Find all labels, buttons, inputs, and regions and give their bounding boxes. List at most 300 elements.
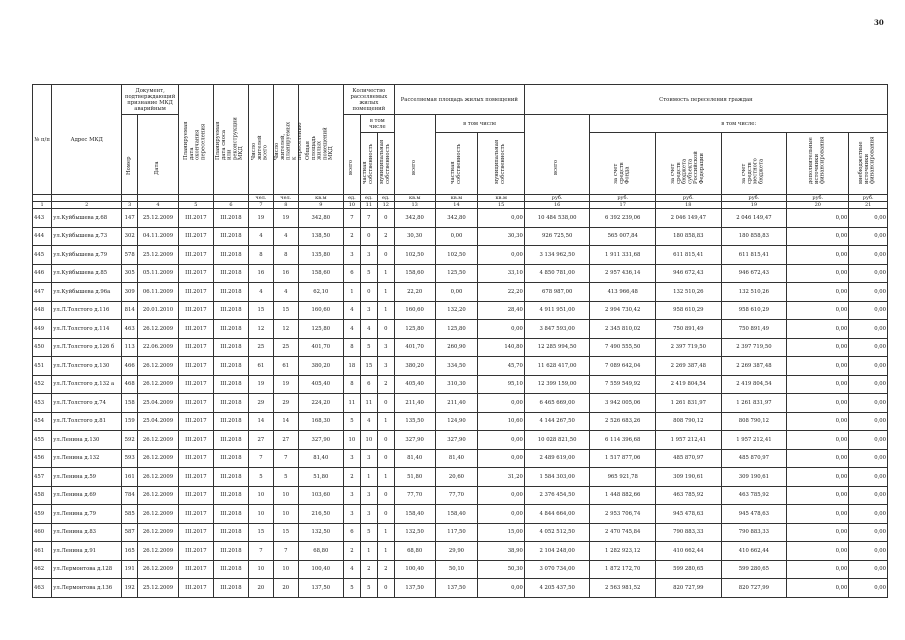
table-cell: 3	[343, 505, 360, 524]
unit-cell: руб.	[656, 195, 722, 202]
table-cell: ул.Л.Толстого д.130	[52, 357, 122, 376]
table-cell: 16	[273, 264, 298, 283]
table-cell: 159	[122, 412, 138, 431]
table-cell: 3	[343, 246, 360, 265]
table-cell: 5	[360, 523, 377, 542]
table-cell: 7	[360, 209, 377, 228]
table-cell: 26.12.2009	[138, 375, 179, 394]
table-cell: 1 957 212,41	[656, 431, 722, 450]
unit-cell: ед.	[343, 195, 360, 202]
table-cell: 30,30	[478, 227, 524, 246]
table-cell: 599 280,65	[656, 560, 722, 579]
column-number-cell: 2	[52, 202, 122, 209]
table-cell: 10	[248, 486, 273, 505]
column-number-cell: 14	[435, 202, 478, 209]
table-cell: ул.Куйбышева д.85	[52, 264, 122, 283]
table-cell: III.2017	[178, 283, 213, 302]
table-cell: 3	[377, 338, 394, 357]
unit-cell: ед.	[377, 195, 394, 202]
table-row	[33, 449, 888, 468]
table-cell: 8	[273, 246, 298, 265]
table-cell: 3	[343, 486, 360, 505]
header-area-municipal: муниципальная собственность	[478, 133, 524, 195]
table-cell: 25.12.2009	[138, 209, 179, 228]
table-cell: 0,00	[849, 560, 888, 579]
unit-cell	[122, 195, 138, 202]
table-cell: III.2017	[178, 412, 213, 431]
table-row	[33, 375, 888, 394]
table-cell: 15	[273, 301, 298, 320]
table-cell: 0,00	[787, 357, 849, 376]
table-cell: 2	[377, 560, 394, 579]
table-cell: 2 269 387,48	[721, 357, 787, 376]
table-cell: III.2017	[178, 246, 213, 265]
table-cell: 103,60	[298, 486, 343, 505]
table-cell: 10	[343, 431, 360, 450]
table-cell: 62,10	[298, 283, 343, 302]
table-cell: 410 662,44	[721, 542, 787, 561]
table-cell: 0,00	[787, 227, 849, 246]
resettlement-table	[32, 84, 888, 598]
table-cell: 132,50	[394, 523, 435, 542]
table-cell: 68,80	[394, 542, 435, 561]
table-cell: ул.Ленина д.83	[52, 523, 122, 542]
table-cell: 45,70	[478, 357, 524, 376]
table-cell: 4	[343, 320, 360, 339]
table-cell: 444	[33, 227, 52, 246]
unit-cell: руб.	[849, 195, 888, 202]
table-cell: 0,00	[849, 227, 888, 246]
table-cell: ул.Ленина д.59	[52, 468, 122, 487]
table-cell: III.2017	[178, 431, 213, 450]
table-cell: 10	[248, 505, 273, 524]
header-doc-group: Документ, подтверждающий признание МКД аварийным	[122, 85, 179, 115]
unit-cell: чел.	[273, 195, 298, 202]
unit-cell	[52, 195, 122, 202]
table-cell: 0,00	[849, 468, 888, 487]
table-cell: 958 610,29	[656, 301, 722, 320]
table-cell: 452	[33, 375, 52, 394]
table-cell: 463 785,92	[721, 486, 787, 505]
table-cell: 2 994 730,42	[590, 301, 656, 320]
table-cell: 2 957 436,14	[590, 264, 656, 283]
table-cell: 945 478,63	[721, 505, 787, 524]
table-cell: 1	[377, 283, 394, 302]
table-cell: 7 490 555,50	[590, 338, 656, 357]
table-cell: 138,50	[298, 227, 343, 246]
table-cell: 578	[122, 246, 138, 265]
table-cell: 1 282 923,12	[590, 542, 656, 561]
table-cell: III.2017	[178, 523, 213, 542]
table-cell: 113	[122, 338, 138, 357]
table-cell: 10	[248, 560, 273, 579]
table-cell: 192	[122, 579, 138, 598]
table-cell: 4	[273, 227, 298, 246]
table-cell: III.2017	[178, 209, 213, 228]
table-cell: 81,40	[298, 449, 343, 468]
table-cell: 26.12.2009	[138, 449, 179, 468]
column-number-cell: 4	[138, 202, 179, 209]
table-cell: 4 205 437,50	[524, 579, 590, 598]
table-cell: 22.06.2009	[138, 338, 179, 357]
table-cell: 0,00	[849, 357, 888, 376]
table-cell: 468	[122, 375, 138, 394]
column-number-cell: 9	[298, 202, 343, 209]
table-cell: 958 610,29	[721, 301, 787, 320]
table-cell: 102,50	[394, 246, 435, 265]
table-cell: 137,50	[298, 579, 343, 598]
table-cell: 77,70	[435, 486, 478, 505]
table-row	[33, 542, 888, 561]
table-cell: 7	[248, 449, 273, 468]
table-cell: 0,00	[849, 394, 888, 413]
table-cell: 117,50	[435, 523, 478, 542]
column-number-cell: 11	[360, 202, 377, 209]
table-cell: 458	[33, 486, 52, 505]
table-cell: 50,30	[478, 560, 524, 579]
table-cell: 965 921,78	[590, 468, 656, 487]
table-cell: 68,80	[298, 542, 343, 561]
table-cell: 7	[273, 449, 298, 468]
table-row	[33, 560, 888, 579]
table-cell: 132 510,26	[721, 283, 787, 302]
table-cell: III.2017	[178, 449, 213, 468]
table-cell: 302	[122, 227, 138, 246]
table-cell: 6 114 396,68	[590, 431, 656, 450]
table-cell: 102,50	[435, 246, 478, 265]
table-cell: 946 672,43	[721, 264, 787, 283]
table-cell: 20	[273, 579, 298, 598]
table-cell: 161	[122, 468, 138, 487]
table-cell: 3	[360, 449, 377, 468]
table-cell: 125,80	[394, 320, 435, 339]
table-cell: 137,50	[394, 579, 435, 598]
table-cell: 100,40	[394, 560, 435, 579]
header-residents-planned: Число жителей, планируемых к переселению	[273, 85, 298, 195]
table-cell: 15	[248, 301, 273, 320]
table-cell: 2 419 804,54	[721, 375, 787, 394]
table-cell: 10	[273, 560, 298, 579]
unit-cell	[213, 195, 248, 202]
column-number-cell: 12	[377, 202, 394, 209]
table-cell: 2 046 149,47	[721, 209, 787, 228]
table-cell: 8	[248, 246, 273, 265]
table-cell: 611 815,41	[721, 246, 787, 265]
table-cell: 77,70	[394, 486, 435, 505]
table-cell: 4 911 951,00	[524, 301, 590, 320]
column-number-cell: 7	[248, 202, 273, 209]
table-cell: 132 510,26	[656, 283, 722, 302]
table-cell: 61	[248, 357, 273, 376]
table-row	[33, 357, 888, 376]
table-row	[33, 320, 888, 339]
table-cell: 2 345 810,02	[590, 320, 656, 339]
table-cell: III.2018	[213, 468, 248, 487]
table-cell: 10	[273, 486, 298, 505]
table-cell: 1 517 877,06	[590, 449, 656, 468]
table-cell: 0,00	[478, 209, 524, 228]
table-cell: 26.12.2009	[138, 560, 179, 579]
table-cell: 5	[343, 412, 360, 431]
table-cell: 15	[360, 357, 377, 376]
header-residents-total: Число жителей всего	[248, 85, 273, 195]
table-cell: 158,60	[298, 264, 343, 283]
table-cell: 132,20	[435, 301, 478, 320]
table-cell: 0	[377, 320, 394, 339]
table-cell: 1 261 831,97	[721, 394, 787, 413]
table-cell: 0,00	[849, 412, 888, 431]
table-cell: 6	[343, 264, 360, 283]
table-cell: 0,00	[787, 338, 849, 357]
table-cell: 0,00	[435, 227, 478, 246]
table-cell: 0,00	[787, 542, 849, 561]
table-cell: 2 376 454,50	[524, 486, 590, 505]
header-num: № п/п	[33, 85, 52, 195]
table-cell: III.2017	[178, 560, 213, 579]
table-row	[33, 505, 888, 524]
table-cell: 784	[122, 486, 138, 505]
table-cell: 460	[33, 523, 52, 542]
table-cell: 405,40	[394, 375, 435, 394]
table-cell: 0	[377, 449, 394, 468]
table-cell: ул.Л.Толстого д.114	[52, 320, 122, 339]
table-cell: 2 046 149,47	[656, 209, 722, 228]
unit-cell: кв.м	[435, 195, 478, 202]
header-qty-municipal: муниципальная собственность	[377, 133, 394, 195]
table-cell: 790 883,33	[721, 523, 787, 542]
table-cell: 4 844 664,00	[524, 505, 590, 524]
table-cell: 3	[343, 449, 360, 468]
table-cell: 124,90	[435, 412, 478, 431]
table-cell: 2 397 719,50	[721, 338, 787, 357]
table-cell: III.2017	[178, 357, 213, 376]
table-cell: 466	[122, 357, 138, 376]
table-cell: 26.12.2009	[138, 431, 179, 450]
table-cell: 0,00	[849, 338, 888, 357]
table-cell: III.2018	[213, 227, 248, 246]
table-cell: 160,60	[394, 301, 435, 320]
table-cell: 4 850 781,00	[524, 264, 590, 283]
table-cell: 0,00	[849, 246, 888, 265]
table-cell: III.2018	[213, 301, 248, 320]
table-cell: 27	[273, 431, 298, 450]
table-cell: 342,80	[298, 209, 343, 228]
table-cell: 51,80	[394, 468, 435, 487]
table-cell: III.2018	[213, 246, 248, 265]
table-cell: 0	[377, 579, 394, 598]
table-cell: 2 104 248,00	[524, 542, 590, 561]
table-cell: 2	[343, 542, 360, 561]
table-cell: ул.Л.Толстого д.81	[52, 412, 122, 431]
table-cell: 585	[122, 505, 138, 524]
header-area-total: всего	[394, 115, 435, 195]
table-cell: 10,60	[478, 412, 524, 431]
table-row	[33, 283, 888, 302]
table-cell: 5	[343, 579, 360, 598]
table-cell: III.2018	[213, 357, 248, 376]
table-cell: III.2017	[178, 320, 213, 339]
header-doc-number: Номер	[122, 115, 138, 195]
table-cell: 0	[377, 486, 394, 505]
table-row	[33, 264, 888, 283]
header-cost-local: за счет средств местного бюджета	[721, 133, 787, 195]
table-cell: 410 662,44	[656, 542, 722, 561]
column-number-cell: 21	[849, 202, 888, 209]
table-cell: 6	[343, 523, 360, 542]
table-cell: 12	[248, 320, 273, 339]
table-cell: 0	[377, 209, 394, 228]
table-cell: 0,00	[787, 246, 849, 265]
table-cell: ул.Ленина д.69	[52, 486, 122, 505]
table-cell: III.2018	[213, 320, 248, 339]
table-cell: 165	[122, 542, 138, 561]
table-cell: 5	[273, 468, 298, 487]
table-cell: 0,00	[787, 505, 849, 524]
table-cell: 180 858,83	[656, 227, 722, 246]
table-cell: 158,60	[394, 264, 435, 283]
table-cell: III.2017	[178, 375, 213, 394]
table-cell: 7 559 549,92	[590, 375, 656, 394]
table-cell: 0,00	[849, 209, 888, 228]
header-cost-group: Стоимость переселения граждан	[524, 85, 887, 115]
table-cell: 0,00	[478, 246, 524, 265]
table-cell: 16	[248, 264, 273, 283]
table-cell: 447	[33, 283, 52, 302]
table-cell: 125,50	[435, 264, 478, 283]
table-cell: 401,70	[298, 338, 343, 357]
table-cell: 1	[377, 412, 394, 431]
table-cell: 260,90	[435, 338, 478, 357]
table-cell: 327,90	[394, 431, 435, 450]
table-cell: 463	[33, 579, 52, 598]
table-cell: 309	[122, 283, 138, 302]
column-number-cell: 10	[343, 202, 360, 209]
table-cell: 790 883,33	[656, 523, 722, 542]
table-cell: 1	[360, 468, 377, 487]
column-number-cell: 1	[33, 202, 52, 209]
table-cell: 0,00	[787, 301, 849, 320]
table-cell: 310,30	[435, 375, 478, 394]
table-cell: 26.12.2009	[138, 320, 179, 339]
header-address: Адрес МКД	[52, 85, 122, 195]
table-cell: 211,40	[394, 394, 435, 413]
table-cell: 449	[33, 320, 52, 339]
table-cell: 1 911 331,68	[590, 246, 656, 265]
table-cell: 0,00	[478, 579, 524, 598]
table-cell: 33,10	[478, 264, 524, 283]
table-cell: ул.Куйбышева д.96а	[52, 283, 122, 302]
table-cell: III.2017	[178, 338, 213, 357]
table-cell: 191	[122, 560, 138, 579]
table-cell: 0,00	[849, 431, 888, 450]
table-cell: 750 891,49	[721, 320, 787, 339]
table-cell: 3	[360, 505, 377, 524]
table-cell: 0,00	[849, 375, 888, 394]
table-cell: 2 269 387,48	[656, 357, 722, 376]
table-cell: 29,90	[435, 542, 478, 561]
column-number-cell: 18	[656, 202, 722, 209]
table-cell: 20	[248, 579, 273, 598]
table-cell: III.2017	[178, 486, 213, 505]
table-cell: III.2018	[213, 264, 248, 283]
table-cell: 3 070 734,00	[524, 560, 590, 579]
header-area-group: Расселяемая площадь жилых помещений	[394, 85, 524, 115]
table-cell: 2 489 619,00	[524, 449, 590, 468]
table-cell: 26.12.2009	[138, 523, 179, 542]
table-cell: ул.Л.Толстого д.132 а	[52, 375, 122, 394]
table-cell: 463 785,92	[656, 486, 722, 505]
table-cell: 19	[273, 209, 298, 228]
unit-cell: чел.	[248, 195, 273, 202]
table-cell: III.2017	[178, 301, 213, 320]
table-cell: 10 484 538,00	[524, 209, 590, 228]
table-cell: 457	[33, 468, 52, 487]
table-cell: 327,90	[435, 431, 478, 450]
table-cell: 814	[122, 301, 138, 320]
table-cell: 7	[343, 209, 360, 228]
table-cell: 81,40	[394, 449, 435, 468]
header-cost-total: всего	[524, 115, 590, 195]
table-cell: 5	[248, 468, 273, 487]
table-cell: 51,80	[298, 468, 343, 487]
unit-cell: кв.м	[394, 195, 435, 202]
table-cell: III.2018	[213, 283, 248, 302]
table-cell: 50,10	[435, 560, 478, 579]
table-cell: 05.11.2009	[138, 264, 179, 283]
table-cell: 12 399 159,00	[524, 375, 590, 394]
header-total-area: Общая площадь жилых помещений МКД	[298, 85, 343, 195]
unit-cell: ед.	[360, 195, 377, 202]
table-cell: 3	[360, 486, 377, 505]
table-cell: 0	[377, 431, 394, 450]
table-cell: 453	[33, 394, 52, 413]
column-number-cell: 3	[122, 202, 138, 209]
table-cell: 18	[343, 357, 360, 376]
table-cell: 4 144 267,50	[524, 412, 590, 431]
table-cell: 7	[248, 542, 273, 561]
table-cell: 309 190,61	[721, 468, 787, 487]
table-cell: 22,20	[478, 283, 524, 302]
table-cell: 1 448 882,66	[590, 486, 656, 505]
table-cell: 0,00	[787, 486, 849, 505]
table-cell: 224,20	[298, 394, 343, 413]
table-cell: III.2018	[213, 431, 248, 450]
table-cell: III.2018	[213, 338, 248, 357]
table-cell: III.2018	[213, 560, 248, 579]
table-cell: 2 526 683,26	[590, 412, 656, 431]
page-number: 30	[874, 18, 884, 27]
table-cell: 15	[273, 523, 298, 542]
table-cell: 0	[377, 394, 394, 413]
table-cell: 0,00	[849, 264, 888, 283]
table-cell: 599 280,65	[721, 560, 787, 579]
table-cell: 1 261 831,97	[656, 394, 722, 413]
table-cell: 140,80	[478, 338, 524, 357]
table-cell: 587	[122, 523, 138, 542]
table-cell: 38,90	[478, 542, 524, 561]
table-cell: 445	[33, 246, 52, 265]
column-number-cell: 6	[213, 202, 248, 209]
table-cell: 593	[122, 449, 138, 468]
table-cell: 25.12.2009	[138, 246, 179, 265]
table-cell: III.2018	[213, 505, 248, 524]
table-cell: III.2017	[178, 264, 213, 283]
table-cell: 0,00	[787, 412, 849, 431]
table-cell: 26.12.2009	[138, 468, 179, 487]
column-number-cell: 15	[478, 202, 524, 209]
table-cell: 147	[122, 209, 138, 228]
table-cell: 15	[248, 523, 273, 542]
